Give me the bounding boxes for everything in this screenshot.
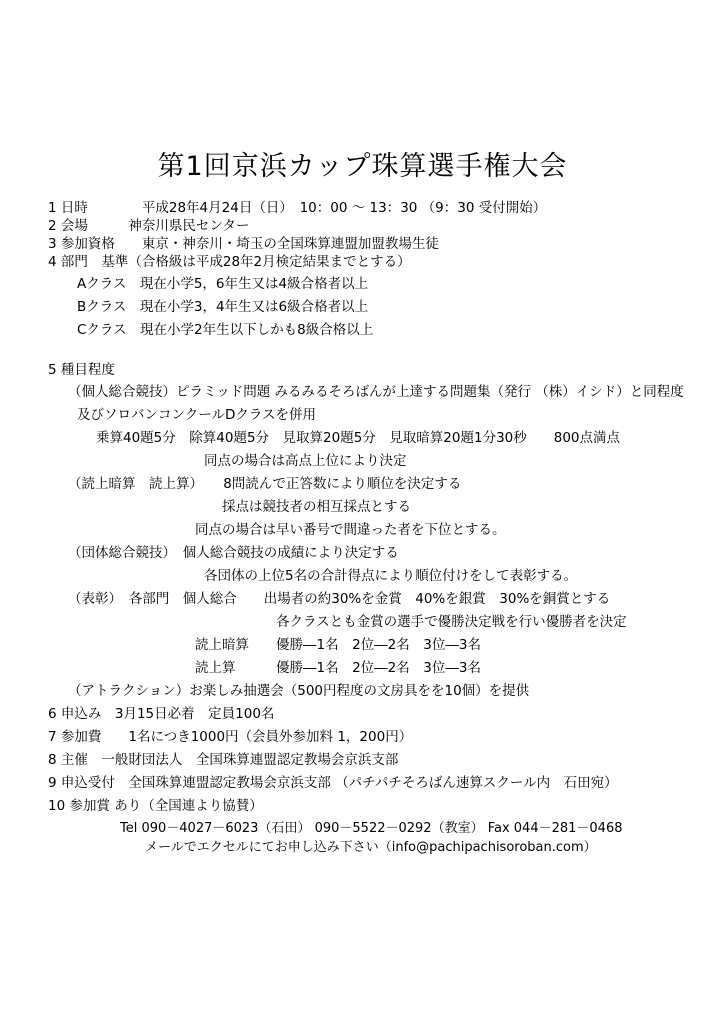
class-a: Aクラス 現在小学5，6年生又は4級合格者以上 <box>77 276 369 292</box>
item-events: 5 種目程度 <box>48 362 115 378</box>
item-fee: 7 参加費 1名につき1000円（会員外参加料 1，200円） <box>48 729 413 745</box>
awards-reading: 読上算 優勝―1名 2位―2名 3位―3名 <box>195 660 481 676</box>
individual-event-tiebreak: 同点の場合は高点上位により決定 <box>204 453 407 469</box>
awards: （表彰） 各部門 個人総合 出場者の約30%を金賞 40%を銀賞 30%を銅賞とする <box>68 591 611 607</box>
item-prize: 10 参加賞 あり（全国連より協賛） <box>48 798 263 814</box>
class-c: Cクラス 現在小学2年生以下しかも8級合格以上 <box>77 322 374 338</box>
contact-phone: Tel 090－4027－6023（石田） 090－5522－0292（教室） Fax 044－281－0468 <box>120 821 623 836</box>
document-title: 第1回京浜カップ珠算選手権大会 <box>157 151 568 182</box>
reading-event-tiebreak: 同点の場合は早い番号で間違った者を下位とする。 <box>195 522 506 538</box>
contact-email: メールでエクセルにてお申し込み下さい（info@pachipachisoroban.com） <box>145 840 597 855</box>
attraction: （アトラクション）お楽しみ抽選会（500円程度の文房具をを10個）を提供 <box>68 683 530 699</box>
item-organizer: 8 主催 一般財団法人 全国珠算連盟認定教場会京浜支部 <box>48 752 399 768</box>
item-date: 1 日時 平成28年4月24日（日） 10：00 ～ 13：30 （9：30 受付開始） <box>48 200 547 216</box>
awards-final: 各クラスとも金賞の選手で優勝決定戦を行い優勝者を決定 <box>276 614 627 630</box>
class-b: Bクラス 現在小学3，4年生又は6級合格者以上 <box>77 299 369 315</box>
item-eligibility: 3 参加資格 東京・神奈川・埼玉の全国珠算連盟加盟教場生徒 <box>48 236 439 252</box>
awards-mental-reading: 読上暗算 優勝―1名 2位―2名 3位―3名 <box>195 637 481 653</box>
individual-event: （個人総合競技）ピラミッド問題 みるみるそろばんが上達する問題集（発行 （株）イシド）と同程度 <box>68 384 684 400</box>
item-divisions: 4 部門 基準（合格級は平成28年2月検定結果までとする） <box>48 254 411 270</box>
item-reception: 9 申込受付 全国珠算連盟認定教場会京浜支部 （パチパチそろばん速算スクール内 石田宛） <box>48 775 618 791</box>
reading-event: （読上暗算 読上算） 8問読んで正答数により順位を決定する <box>68 476 462 492</box>
item-application: 6 申込み 3月15日必着 定員100名 <box>48 706 275 722</box>
team-event-ranking: 各団体の上位5名の合計得点により順位付けをして表彰する。 <box>204 568 578 584</box>
individual-event-cont: 及びソロバンコンクールDクラスを併用 <box>77 407 316 423</box>
reading-event-scoring: 採点は競技者の相互採点とする <box>222 499 411 515</box>
individual-event-problems: 乗算40題5分 除算40題5分 見取算20題5分 見取暗算20題1分30秒 800点満点 <box>96 430 621 446</box>
team-event: （団体総合競技） 個人総合競技の成績により決定する <box>68 545 399 561</box>
item-venue: 2 会場 神奈川県民センター <box>48 218 250 234</box>
